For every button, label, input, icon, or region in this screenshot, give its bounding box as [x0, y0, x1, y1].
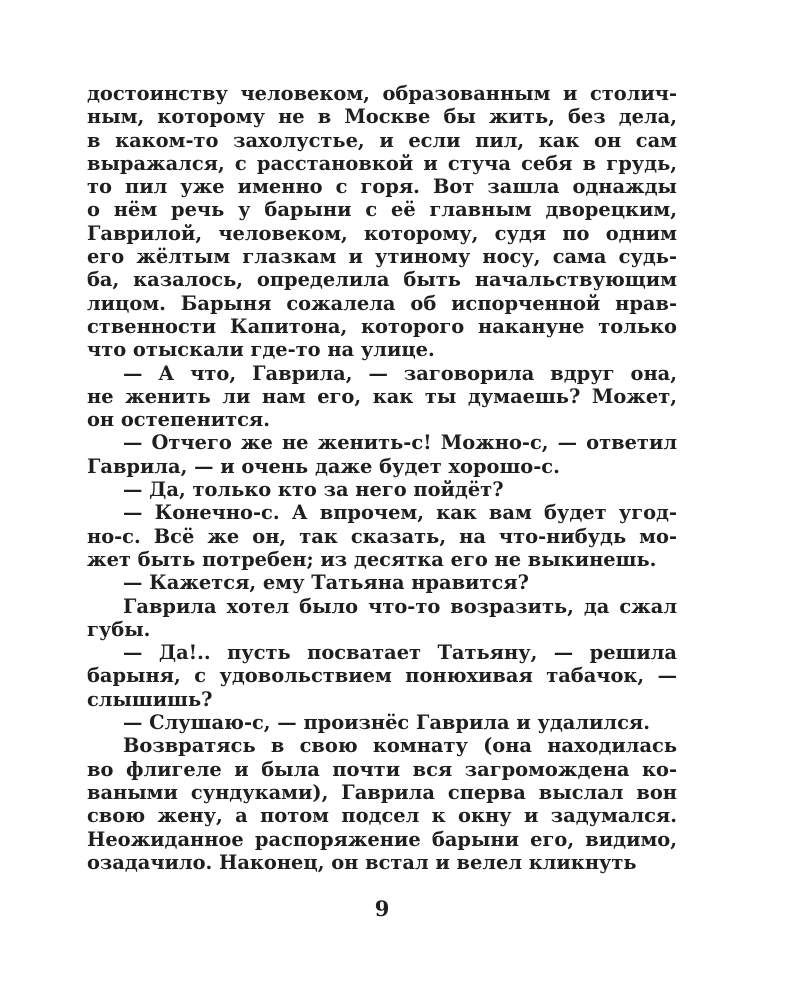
body-text [87, 82, 677, 874]
text-line: его жёлтым глазкам и утиному носу, сама судь- [87, 245, 677, 269]
text-line: ваными сундуками), Гаврила сперва выслал вон [87, 780, 677, 804]
text-line: ным, которому не в Москве бы жить, без дела, [87, 105, 677, 129]
paragraph [87, 571, 677, 594]
text-line: то пил уже именно с горя. Вот зашла однажды [87, 175, 677, 199]
text-line: Гаврила хотел было что-то возразить, да сжал [123, 594, 677, 618]
paragraph [87, 362, 677, 432]
text-line: губы. [87, 617, 151, 641]
text-line: ственности Капитона, которого накануне только [87, 314, 677, 338]
paragraph [87, 478, 677, 501]
text-line: барыня, с удовольствием понюхивая табачок, — [87, 664, 677, 688]
paragraph [87, 711, 677, 734]
paragraph [87, 734, 677, 874]
text-line: жет быть потребен; из десятка его не выкинешь. [87, 547, 657, 571]
text-line: — Конечно-с. А впрочем, как вам будет угод- [123, 501, 677, 525]
text-line: — Слушаю-с, — произнёс Гаврила и удалился. [123, 711, 650, 735]
text-line: — Да!.. пусть посватает Татьяну, — решила [123, 641, 677, 665]
text-line: — А что, Гаврила, — заговорила вдруг она, [123, 361, 677, 385]
paragraph [87, 501, 677, 571]
text-line: не женить ли нам его, как ты думаешь? Может, [87, 384, 677, 408]
page-number: 9 [374, 896, 390, 921]
text-line: во флигеле и была почти вся загромождена ко- [87, 757, 677, 781]
text-line: — Да, только кто за него пойдёт? [123, 478, 504, 502]
text-line: — Кажется, ему Татьяна нравится? [123, 571, 529, 595]
text-line: достоинству человеком, образованным и столич- [87, 82, 677, 105]
text-line: о нём речь у барыни с её главным дворецким, [87, 198, 677, 222]
text-line: озадачило. Наконец, он встал и велел кликнуть [87, 850, 637, 874]
text-line: Гаврила, — и очень даже будет хорошо-с. [87, 454, 560, 478]
text-line: — Отчего же не женить-с! Можно-с, — ответил [123, 431, 677, 455]
text-line: ба, казалось, определила быть начальствующим [87, 268, 677, 292]
paragraph [87, 595, 677, 642]
text-line: но-с. Всё же он, так сказать, на что-нибудь мо- [87, 524, 677, 548]
text-line: выражался, с расстановкой и стуча себя в грудь, [87, 151, 677, 175]
text-line: лицом. Барыня сожалела об испорченной нрав- [87, 291, 677, 315]
text-line: Гаврилой, человеком, которому, судя по одним [87, 221, 677, 245]
text-line: он остепенится. [87, 408, 270, 432]
text-line: Неожиданное распоряжение барыни его, видимо, [87, 827, 677, 851]
text-line: свою жену, а потом подсел к окну и задумался. [87, 804, 677, 828]
paragraph [87, 82, 677, 362]
text-line: Возвратясь в свою комнату (она находилась [123, 734, 677, 758]
text-line: слышишь? [87, 687, 213, 711]
paragraph [87, 641, 677, 711]
text-line: в каком-то захолустье, и если пил, как он сам [87, 128, 677, 152]
text-line: что отыскали где-то на улице. [87, 338, 435, 362]
paragraph [87, 431, 677, 478]
